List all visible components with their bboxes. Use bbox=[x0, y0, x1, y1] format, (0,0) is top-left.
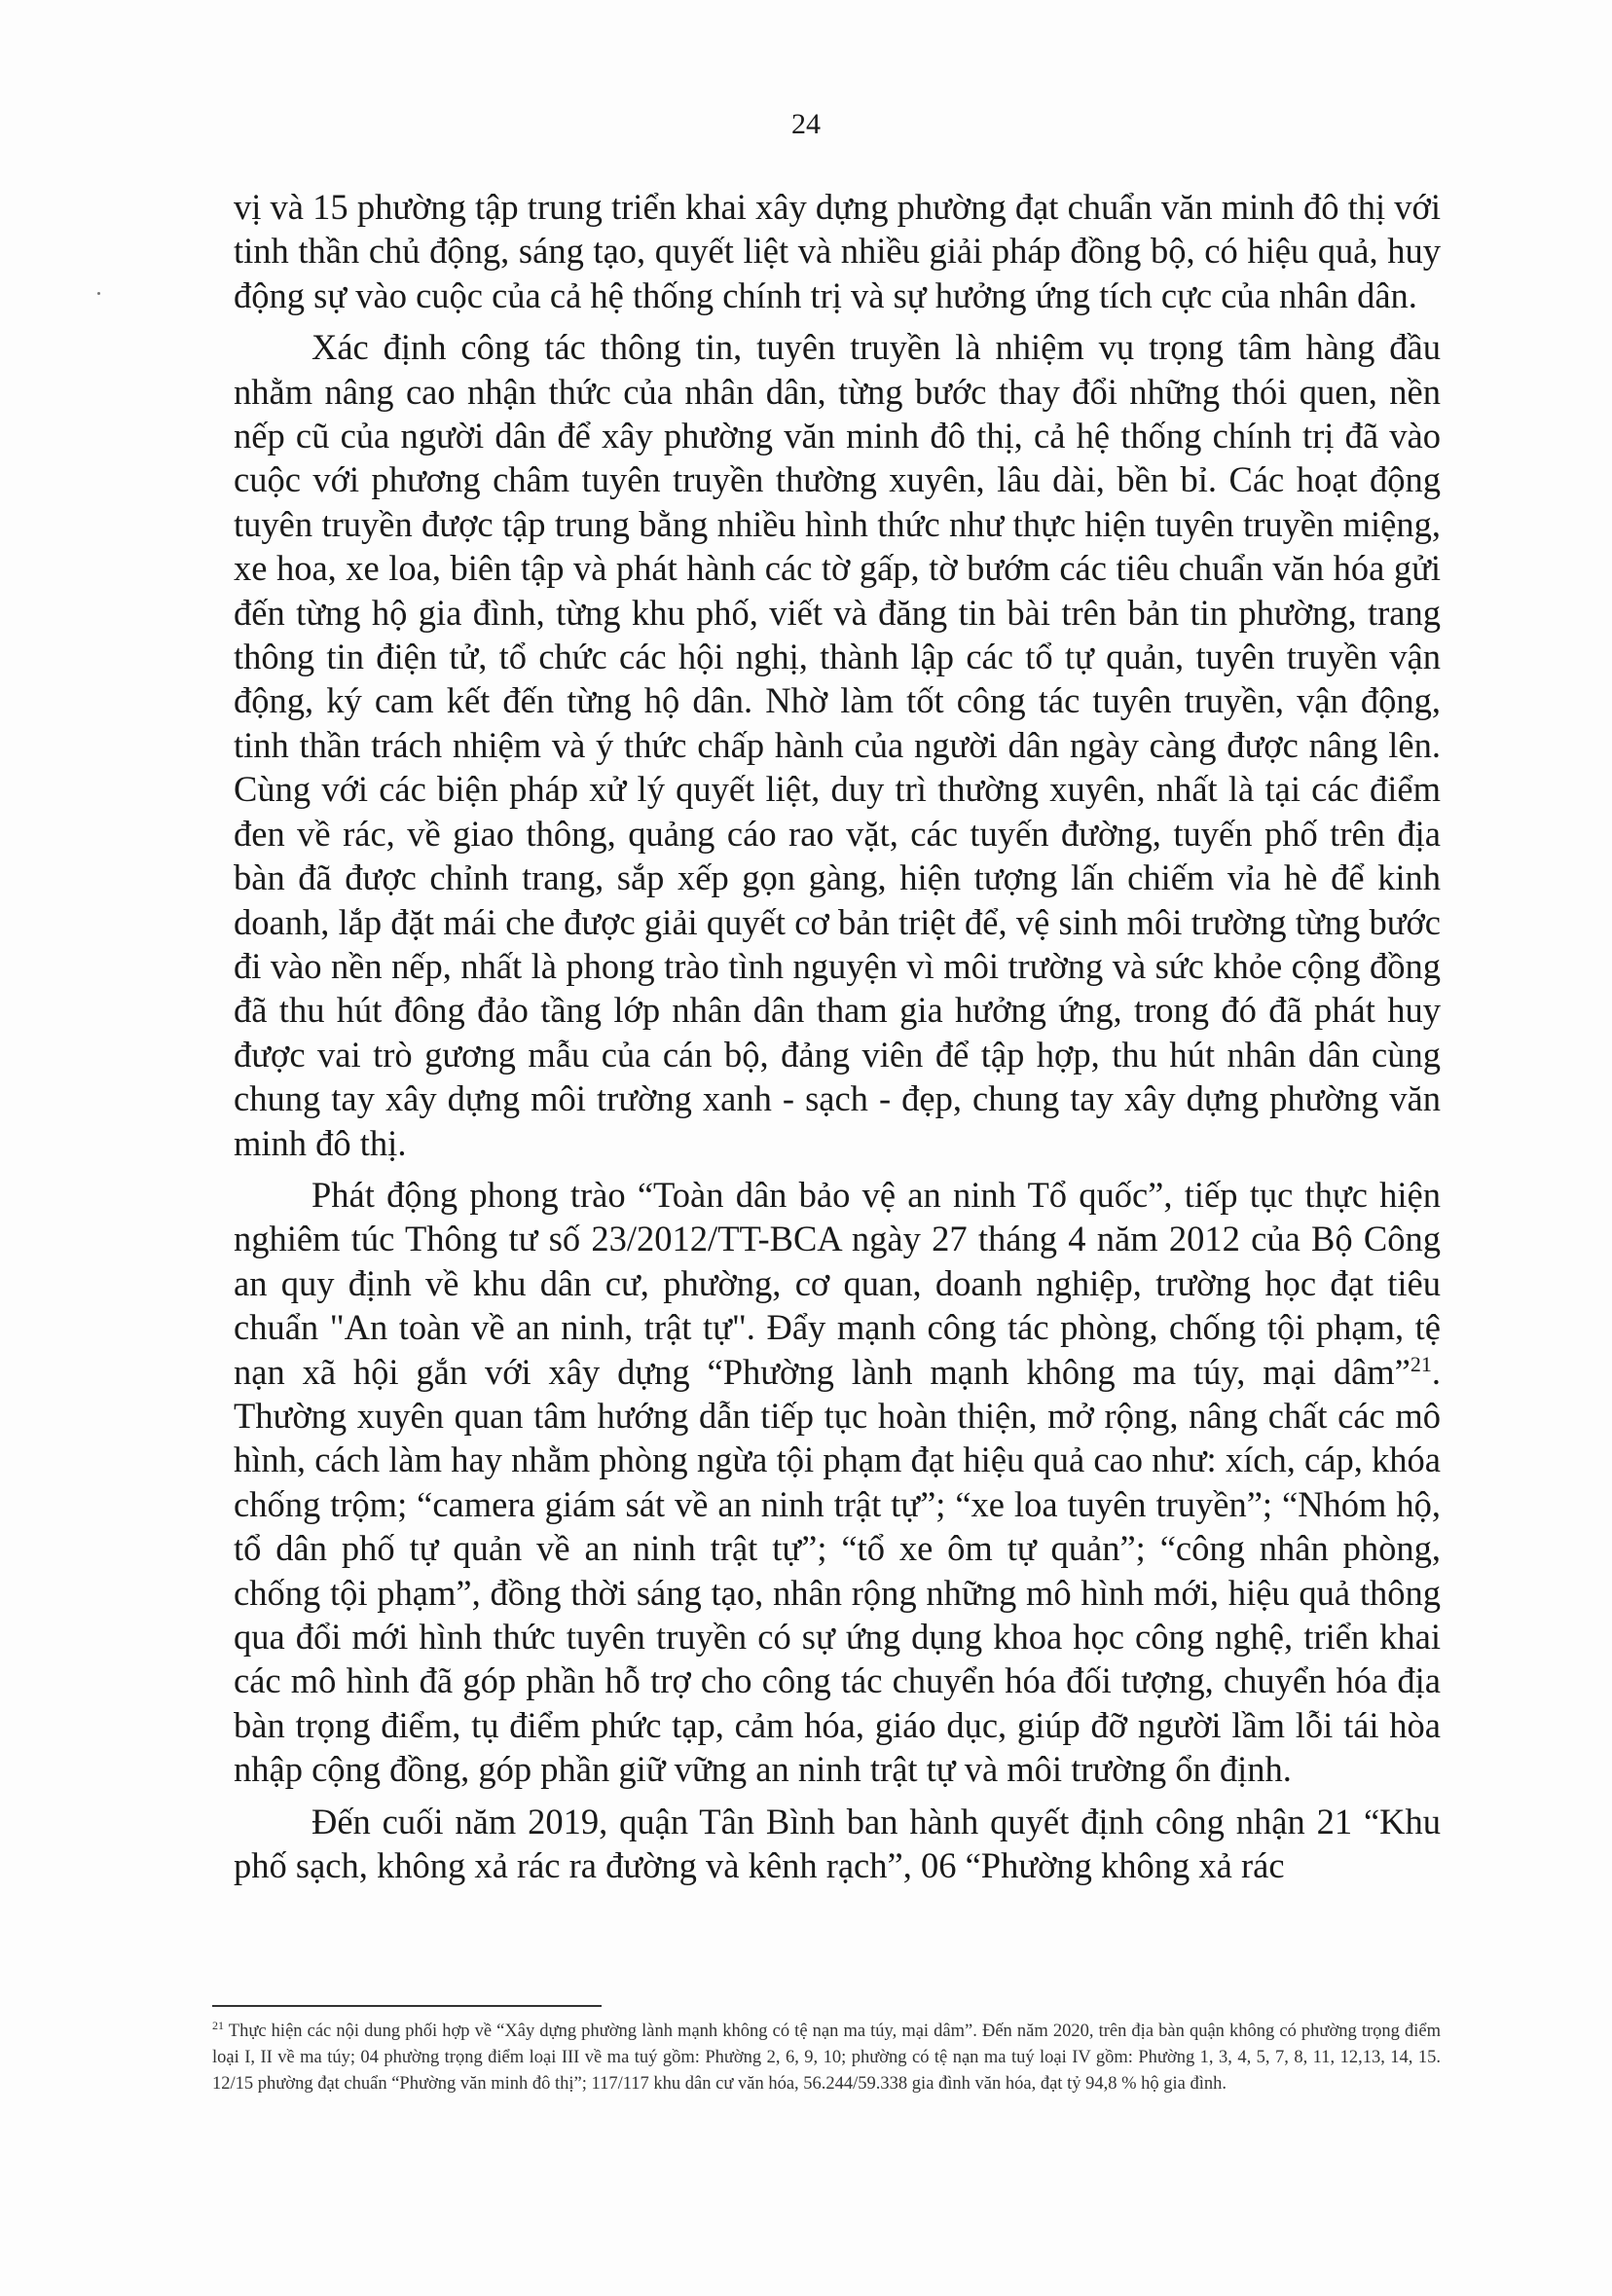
scan-speck bbox=[97, 292, 100, 295]
footnote-divider bbox=[212, 2005, 602, 2007]
footnote-section bbox=[212, 2019, 1441, 2097]
paragraph-3 bbox=[234, 1173, 1441, 1792]
page-number: 24 bbox=[791, 108, 821, 140]
body-text bbox=[234, 185, 1441, 1895]
paragraph-3-text-after-ref: . Thường xuyên quan tâm hướng dẫn tiếp tục hoàn thiện, mở rộng, nâng chất các mô hình, cách làm hay nhằm phòng ngừa tội phạm đạt hiệu quả cao như: xích, cáp, khóa chống trộm; “camera giám sát về an ninh trật tự”; “xe loa tuyên truyền”; “Nhóm hộ, tổ dân phố tự quản về an ninh trật tự”; “tổ xe ôm tự quản”; “công nhân phòng, chống tội phạm”, đồng thời sáng tạo, nhân rộng những mô hình mới, hiệu quả thông qua đổi mới hình thức tuyên truyền có sự ứng dụng khoa học công nghệ, triển khai các mô hình đã góp phần hỗ trợ cho công tác chuyển hóa đối tượng, chuyển hóa địa bàn trọng điểm, tụ điểm phức tạp, cảm hóa, giáo dục, giúp đỡ người lầm lỗi tái hòa nhập cộng đồng, góp phần giữ vững an ninh trật tự và môi trường ổn định. bbox=[234, 1351, 1441, 1790]
footnote-reference[interactable]: 21 bbox=[1410, 1351, 1432, 1376]
paragraph-2: Xác định công tác thông tin, tuyên truyền là nhiệm vụ trọng tâm hàng đầu nhằm nâng cao nhận thức của nhân dân, từng bước thay đổi những thói quen, nền nếp cũ của người dân để xây phường văn minh đô thị, cả hệ thống chính trị đã vào cuộc với phương châm tuyên truyền thường xuyên, lâu dài, bền bỉ. Các hoạt động tuyên truyền được tập trung bằng nhiều hình thức như thực hiện tuyên truyền miệng, xe hoa, xe loa, biên tập và phát hành các tờ gấp, tờ bướm các tiêu chuẩn văn hóa gửi đến từng hộ gia đình, từng khu phố, viết và đăng tin bài trên bản tin phường, trang thông tin điện tử, tổ chức các hội nghị, thành lập các tổ tự quản, tuyên truyền vận động, ký cam kết đến từng hộ dân. Nhờ làm tốt công tác tuyên truyền, vận động, tinh thần trách nhiệm và ý thức chấp hành của người dân ngày càng được nâng lên. Cùng với các biện pháp xử lý quyết liệt, duy trì thường xuyên, nhất là tại các điểm đen về rác, về giao thông, quảng cáo rao vặt, các tuyến đường, tuyến phố trên địa bàn đã được chỉnh trang, sắp xếp gọn gàng, hiện tượng lấn chiếm vỉa hè để kinh doanh, lắp đặt mái che được giải quyết cơ bản triệt để, vệ sinh môi trường từng bước đi vào nền nếp, nhất là phong trào tình nguyện vì môi trường và sức khỏe cộng đồng đã thu hút đông đảo tầng lớp nhân dân tham gia hưởng ứng, trong đó đã phát huy được vai trò gương mẫu của cán bộ, đảng viên để tập hợp, thu hút nhân dân cùng chung tay xây dựng môi trường xanh - sạch - đẹp, chung tay xây dựng phường văn minh đô thị. bbox=[234, 327, 1441, 1163]
footnote-21 bbox=[212, 2019, 1441, 2097]
paragraph-3-text-before-ref: Phát động phong trào “Toàn dân bảo vệ an ninh Tổ quốc”, tiếp tục thực hiện nghiêm túc Thông tư số 23/2012/TT-BCA ngày 27 tháng 4 năm 2012 của Bộ Công an quy định về khu dân cư, phường, cơ quan, doanh nghiệp, trường học đạt tiêu chuẩn "An toàn về an ninh, trật tự". Đẩy mạnh công tác phòng, chống tội phạm, tệ nạn xã hội gắn với xây dựng “Phường lành mạnh không ma túy, mại dâm” bbox=[234, 1174, 1441, 1392]
paragraph-4: Đến cuối năm 2019, quận Tân Bình ban hành quyết định công nhận 21 “Khu phố sạch, không xả rác ra đường và kênh rạch”, 06 “Phường không xả rác bbox=[234, 1801, 1441, 1886]
footnote-number: 21 bbox=[212, 2018, 224, 2032]
footnote-text: Thực hiện các nội dung phối hợp về “Xây dựng phường lành mạnh không có tệ nạn ma túy, mại dâm”. Đến năm 2020, trên địa bàn quận không có phường trọng điểm loại I, II về ma túy; 04 phường trọng điểm loại III về ma tuý gồm: Phường 2, 6, 9, 10; phường có tệ nạn ma tuý loại IV gồm: Phường 1, 3, 4, 5, 7, 8, 11, 12,13, 14, 15. 12/15 phường đạt chuẩn “Phường văn minh đô thị”; 117/117 khu dân cư văn hóa, 56.244/59.338 gia đình văn hóa, đạt tỷ 94,8 % hộ gia đình. bbox=[212, 2022, 1441, 2094]
paragraph-1: vị và 15 phường tập trung triển khai xây dựng phường đạt chuẩn văn minh đô thị với tinh thần chủ động, sáng tạo, quyết liệt và nhiều giải pháp đồng bộ, có hiệu quả, huy động sự vào cuộc của cả hệ thống chính trị và sự hưởng ứng tích cực của nhân dân. bbox=[234, 187, 1441, 315]
